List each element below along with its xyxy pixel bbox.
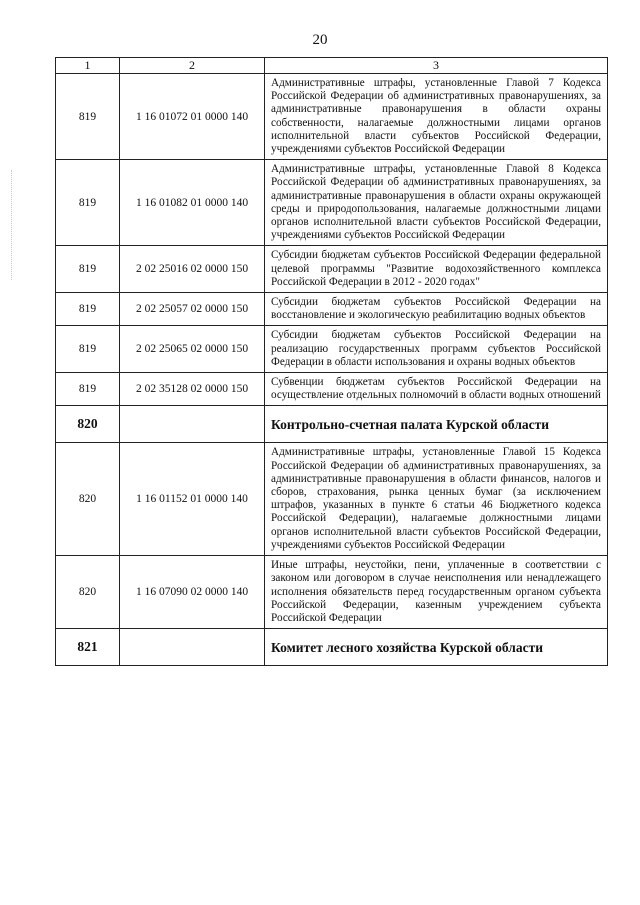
revenue-description: Субсидии бюджетам субъектов Российской Федерации на реализацию государственных программ субъектов Российской Федерации в области использования и охраны водных объектов bbox=[265, 326, 608, 373]
administrator-code: 821 bbox=[56, 629, 120, 666]
table-row bbox=[56, 160, 608, 246]
page-number: 20 bbox=[312, 32, 328, 48]
column-header-3: 3 bbox=[265, 58, 608, 74]
administrator-code: 819 bbox=[56, 373, 120, 406]
administrator-code: 819 bbox=[56, 326, 120, 373]
table-header-row bbox=[56, 58, 608, 74]
budget-classification-table bbox=[55, 57, 608, 666]
scan-margin-marks bbox=[11, 170, 14, 280]
administrator-code: 820 bbox=[56, 556, 120, 629]
budget-code: 2 02 25016 02 0000 150 bbox=[120, 246, 265, 293]
administrator-header-row bbox=[56, 629, 608, 666]
administrator-header-row bbox=[56, 406, 608, 443]
revenue-description: Административные штрафы, установленные Главой 7 Кодекса Российской Федерации об административных правонарушениях, за административные правонарушения в области охраны собственности, налагаемые должностными лицами органов исполнительной власти субъектов Российской Федерации, учреждениями субъектов Российской Федерации bbox=[265, 74, 608, 160]
table-row bbox=[56, 326, 608, 373]
administrator-code: 820 bbox=[56, 443, 120, 556]
revenue-description: Субвенции бюджетам субъектов Российской Федерации на осуществление отдельных полномочий в области водных отношений bbox=[265, 373, 608, 406]
budget-code: 2 02 35128 02 0000 150 bbox=[120, 373, 265, 406]
budget-code: 1 16 01072 01 0000 140 bbox=[120, 74, 265, 160]
administrator-name: Контрольно-счетная палата Курской области bbox=[265, 406, 608, 443]
administrator-name: Комитет лесного хозяйства Курской области bbox=[265, 629, 608, 666]
table-row bbox=[56, 293, 608, 326]
revenue-description: Административные штрафы, установленные Главой 15 Кодекса Российской Федерации об административных правонарушениях, за административные правонарушения в области финансов, налогов и сборов, страхования, рынка ценных бумаг (за исключением штрафов, указанных в пункте 6 статьи 46 Бюджетного кодекса Российской Федерации), налагаемые должностными лицами органов исполнительной власти субъектов Российской Федерации, учреждениями субъектов Российской Федерации bbox=[265, 443, 608, 556]
table-row bbox=[56, 556, 608, 629]
revenue-description: Субсидии бюджетам субъектов Российской Федерации федеральной целевой программы "Развитие водохозяйственного комплекса Российской Федерации в 2012 - 2020 годах" bbox=[265, 246, 608, 293]
column-header-2: 2 bbox=[120, 58, 265, 74]
budget-code: 2 02 25065 02 0000 150 bbox=[120, 326, 265, 373]
revenue-description: Иные штрафы, неустойки, пени, уплаченные в соответствии с законом или договором в случае неисполнения или ненадлежащего исполнения обязательств перед государственным органом субъекта Российской Федерации, казенным учреждением субъекта Российской Федерации bbox=[265, 556, 608, 629]
column-header-1: 1 bbox=[56, 58, 120, 74]
table-row bbox=[56, 373, 608, 406]
budget-code: 1 16 07090 02 0000 140 bbox=[120, 556, 265, 629]
administrator-code: 820 bbox=[56, 406, 120, 443]
budget-code: 1 16 01082 01 0000 140 bbox=[120, 160, 265, 246]
table-row bbox=[56, 246, 608, 293]
budget-code bbox=[120, 406, 265, 443]
administrator-code: 819 bbox=[56, 293, 120, 326]
administrator-code: 819 bbox=[56, 160, 120, 246]
table-row bbox=[56, 74, 608, 160]
revenue-description: Субсидии бюджетам субъектов Российской Федерации на восстановление и экологическую реабилитацию водных объектов bbox=[265, 293, 608, 326]
budget-code: 2 02 25057 02 0000 150 bbox=[120, 293, 265, 326]
administrator-code: 819 bbox=[56, 74, 120, 160]
budget-code bbox=[120, 629, 265, 666]
budget-code: 1 16 01152 01 0000 140 bbox=[120, 443, 265, 556]
table-row bbox=[56, 443, 608, 556]
revenue-description: Административные штрафы, установленные Главой 8 Кодекса Российской Федерации об административных правонарушениях, за административные правонарушения в области охраны окружающей среды и природопользования, налагаемые должностными лицами органов исполнительной власти субъектов Российской Федерации, учреждениями субъектов Российской Федерации bbox=[265, 160, 608, 246]
administrator-code: 819 bbox=[56, 246, 120, 293]
